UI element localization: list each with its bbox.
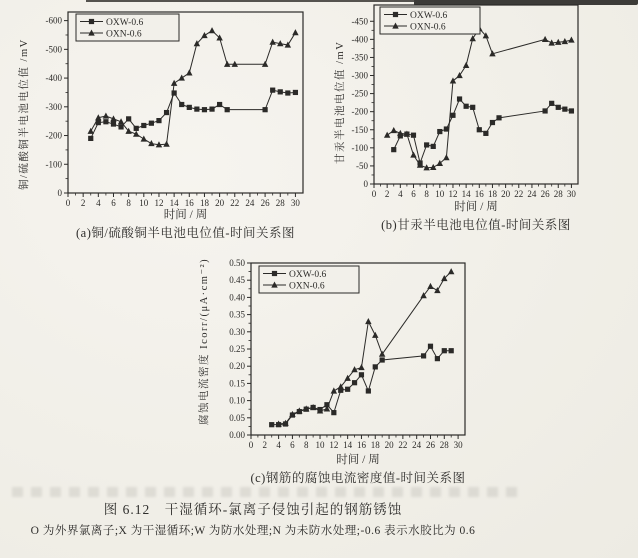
y-axis-label: 腐蚀电流密度 Icorr/(μA·cm⁻²) xyxy=(199,257,210,425)
svg-text:14: 14 xyxy=(461,189,471,199)
svg-text:26: 26 xyxy=(540,189,550,199)
svg-text:OXW-0.6: OXW-0.6 xyxy=(106,17,144,28)
svg-text:0: 0 xyxy=(371,189,377,199)
svg-text:24: 24 xyxy=(412,440,422,450)
series-OXW-0.6 xyxy=(269,344,454,428)
x-axis-label: 时间 / 周 xyxy=(454,201,498,213)
svg-text:-300: -300 xyxy=(45,101,62,112)
y-ticks xyxy=(46,16,69,198)
svg-text:22: 22 xyxy=(230,198,240,208)
svg-text:0.10: 0.10 xyxy=(229,395,245,406)
svg-text:0.25: 0.25 xyxy=(229,344,245,354)
chart-c-caption: (c)钢筋的腐蚀电流密度值-时间关系图 xyxy=(250,471,466,485)
svg-text:0.40: 0.40 xyxy=(229,292,245,303)
svg-text:18: 18 xyxy=(199,198,209,208)
chart-b-plot xyxy=(330,0,638,200)
svg-text:12: 12 xyxy=(154,198,164,208)
svg-text:-100: -100 xyxy=(45,159,62,170)
svg-text:30: 30 xyxy=(453,440,463,450)
x-axis-label: 时间 / 周 xyxy=(163,209,208,221)
svg-text:16: 16 xyxy=(184,198,194,208)
svg-text:0.30: 0.30 xyxy=(229,326,245,337)
chart-c-plot xyxy=(188,257,480,453)
svg-text:26: 26 xyxy=(425,440,435,450)
svg-text:-500: -500 xyxy=(45,44,62,55)
svg-text:-150: -150 xyxy=(351,124,368,135)
svg-text:20: 20 xyxy=(215,198,225,208)
scan-bleed-through-text xyxy=(12,487,520,497)
svg-text:22: 22 xyxy=(398,440,408,450)
svg-text:28: 28 xyxy=(275,198,285,208)
chart-b-caption: (b)甘汞半电池电位值-时间关系图 xyxy=(381,218,571,232)
svg-text:-250: -250 xyxy=(351,88,368,99)
svg-text:28: 28 xyxy=(553,189,563,199)
svg-text:20: 20 xyxy=(384,440,394,450)
svg-text:6: 6 xyxy=(111,198,116,208)
svg-text:4: 4 xyxy=(398,189,403,199)
svg-text:24: 24 xyxy=(245,198,255,208)
chart-a xyxy=(6,2,322,240)
svg-text:-200: -200 xyxy=(45,130,62,141)
svg-text:-400: -400 xyxy=(351,34,368,45)
svg-text:8: 8 xyxy=(303,440,309,450)
svg-text:10: 10 xyxy=(315,440,325,450)
svg-text:-400: -400 xyxy=(45,73,62,84)
chart-a-plot xyxy=(6,2,322,208)
svg-text:0.20: 0.20 xyxy=(229,361,245,372)
svg-text:-600: -600 xyxy=(45,15,62,26)
svg-text:18: 18 xyxy=(487,189,497,199)
svg-text:4: 4 xyxy=(276,440,281,450)
svg-text:0.45: 0.45 xyxy=(229,275,245,286)
svg-text:0: 0 xyxy=(248,440,254,450)
svg-text:22: 22 xyxy=(514,189,524,199)
y-ticks xyxy=(229,258,251,440)
svg-text:30: 30 xyxy=(290,198,300,208)
svg-text:12: 12 xyxy=(329,440,339,450)
svg-text:20: 20 xyxy=(501,189,511,199)
figure-note: O 为外界氯离子;X 为干湿循环;W 为防水处理;N 为未防水处理;-0.6 表示水胶比为 0.6 xyxy=(30,525,476,537)
svg-text:OXW-0.6: OXW-0.6 xyxy=(410,10,448,21)
svg-text:0.15: 0.15 xyxy=(229,378,245,389)
legend xyxy=(76,14,179,41)
svg-text:6: 6 xyxy=(290,440,295,450)
svg-text:18: 18 xyxy=(370,440,380,450)
svg-text:0: 0 xyxy=(57,188,62,198)
series-OXW-0.6 xyxy=(88,88,298,141)
chart-a-caption: (a)铜/硫酸铜半电池电位值-时间关系图 xyxy=(75,226,295,240)
svg-text:-450: -450 xyxy=(351,16,368,27)
svg-text:OXN-0.6: OXN-0.6 xyxy=(289,281,325,292)
svg-text:OXN-0.6: OXN-0.6 xyxy=(106,29,142,40)
svg-text:OXN-0.6: OXN-0.6 xyxy=(410,22,446,33)
svg-text:-300: -300 xyxy=(351,70,368,81)
svg-text:8: 8 xyxy=(424,189,429,199)
svg-text:14: 14 xyxy=(343,440,353,450)
svg-text:0.05: 0.05 xyxy=(229,412,245,423)
series-OXW-0.6 xyxy=(391,96,574,165)
figure-caption: 图 6.12 干湿循环-氯离子侵蚀引起的钢筋锈蚀 xyxy=(103,502,403,517)
svg-text:14: 14 xyxy=(169,198,179,208)
svg-text:0.35: 0.35 xyxy=(229,309,245,320)
svg-text:4: 4 xyxy=(96,198,101,208)
svg-text:26: 26 xyxy=(260,198,270,208)
svg-text:30: 30 xyxy=(566,189,576,199)
x-axis-label: 时间 / 周 xyxy=(336,454,380,466)
x-ticks xyxy=(66,193,301,208)
svg-text:6: 6 xyxy=(411,189,416,199)
chart-b xyxy=(330,0,638,232)
svg-text:2: 2 xyxy=(80,198,86,208)
svg-text:-200: -200 xyxy=(351,106,368,117)
x-ticks xyxy=(249,435,463,450)
svg-text:28: 28 xyxy=(439,440,449,450)
svg-text:-100: -100 xyxy=(351,142,368,153)
svg-text:24: 24 xyxy=(527,189,537,199)
svg-text:OXW-0.6: OXW-0.6 xyxy=(289,269,327,280)
svg-text:0: 0 xyxy=(65,198,71,208)
svg-text:2: 2 xyxy=(384,189,390,199)
series-OXN-0.6 xyxy=(384,25,575,170)
svg-text:16: 16 xyxy=(356,440,366,450)
svg-text:16: 16 xyxy=(474,189,484,199)
svg-text:8: 8 xyxy=(126,198,131,208)
legend xyxy=(259,266,359,293)
y-axis-label: 铜/硫酸铜半电池电位值 /mV xyxy=(19,38,30,190)
legend xyxy=(380,7,480,34)
y-axis-label: 甘汞半电池电位值 /mV xyxy=(335,40,346,164)
svg-text:10: 10 xyxy=(435,189,445,199)
svg-text:-50: -50 xyxy=(356,160,368,171)
svg-text:2: 2 xyxy=(262,440,268,450)
svg-text:0.00: 0.00 xyxy=(229,430,245,440)
chart-c xyxy=(188,257,480,485)
svg-text:10: 10 xyxy=(139,198,149,208)
x-ticks xyxy=(372,184,577,199)
svg-text:12: 12 xyxy=(448,189,458,199)
svg-text:0.50: 0.50 xyxy=(229,258,245,268)
svg-text:0: 0 xyxy=(363,179,368,189)
svg-text:-350: -350 xyxy=(351,52,368,63)
y-ticks xyxy=(352,16,375,189)
